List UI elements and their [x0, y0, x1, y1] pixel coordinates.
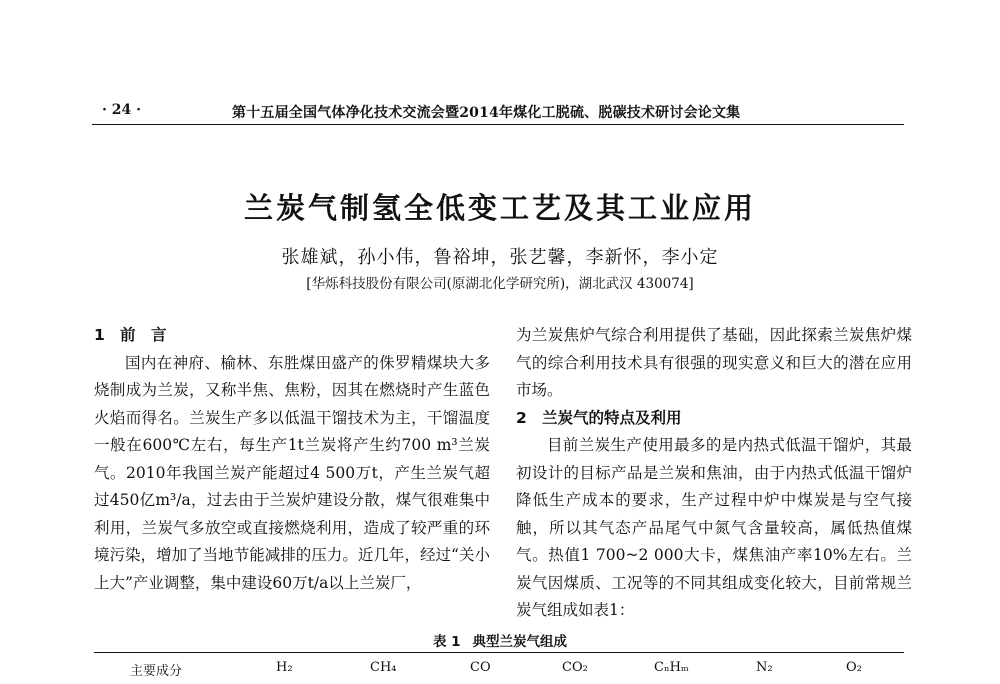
- table-column-header: O₂: [846, 660, 862, 675]
- running-header: [92, 100, 904, 124]
- section-heading-2: [516, 405, 912, 433]
- section-title: 前 言: [120, 326, 167, 344]
- affiliation: [华烁科技股份有限公司(原湖北化学研究所)，湖北武汉 430074]: [306, 276, 694, 292]
- left-column: [94, 322, 490, 597]
- table-column-header: CH₄: [370, 660, 397, 675]
- section-title: 兰炭气的特点及利用: [542, 408, 682, 427]
- section-number: 1: [94, 326, 105, 344]
- table-caption: [0, 630, 1000, 650]
- table-column-header: CₙHₘ: [654, 660, 689, 675]
- table-column-header: CO: [470, 660, 491, 675]
- table-column-header: CO₂: [562, 660, 588, 675]
- table-column-header: N₂: [756, 660, 773, 675]
- header-rule: [92, 124, 904, 125]
- paragraph-features: 目前兰炭生产使用最多的是内热式低温干馏炉，其最初设计的目标产品是兰炭和焦油，由于内热式低温干馏炉降低生产成本的要求，生产过程中炉中煤炭是与空气接触，所以其气态产品尾气中氮气含量较高，属低热值煤气。热值1 700~2 000大卡，煤焦油产率10%左右。兰炭气因煤质、工况等的不同其组成变化较大，目前常规兰炭气组成如表1：: [516, 436, 912, 619]
- table-column-header: H₂: [276, 660, 293, 675]
- journal-title: 第十五届全国气体净化技术交流会暨2014年煤化工脱硫、脱碳技术研讨会论文集: [232, 105, 741, 121]
- section-number: 2: [516, 408, 527, 427]
- table-header-row: [94, 660, 904, 682]
- table-row-header: 主要成分: [130, 664, 183, 679]
- page-number: · 24 ·: [102, 102, 141, 118]
- right-column: [516, 322, 912, 625]
- table-top-rule: [94, 652, 904, 653]
- paper-title: 兰炭气制氢全低变工艺及其工业应用: [243, 191, 756, 225]
- table-number: 表 1: [432, 634, 461, 650]
- paragraph-intro: 国内在神府、榆林、东胜煤田盛产的侏罗精煤块大多烧制成为兰炭，又称半焦、焦粉，因其在燃烧时产生蓝色火焰而得名。兰炭生产多以低温干馏技术为主，干馏温度一般在600℃左右，每生产1t兰炭将产生约700 m³兰炭气。2010年我国兰炭产能超过4 500万t，产生兰炭气超过450亿m³/a，过去由于兰炭炉建设分散，煤气很难集中利用，兰炭气多放空或直接燃烧利用，造成了较严重的环境污染，增加了当地节能减排的压力。近几年，经过“关小上大”产业调整，集中建设60万t/a以上兰炭厂，: [94, 353, 490, 592]
- paragraph-continuation: 为兰炭焦炉气综合利用提供了基础，因此探索兰炭焦炉煤气的综合利用技术具有很强的现实意义和巨大的潜在应用市场。: [516, 326, 912, 399]
- section-heading-1: [94, 322, 490, 350]
- author-list: 张雄斌，孙小伟，鲁裕坤，张艺馨，李新怀，李小定: [281, 247, 719, 268]
- table-title: 典型兰炭气组成: [472, 634, 568, 650]
